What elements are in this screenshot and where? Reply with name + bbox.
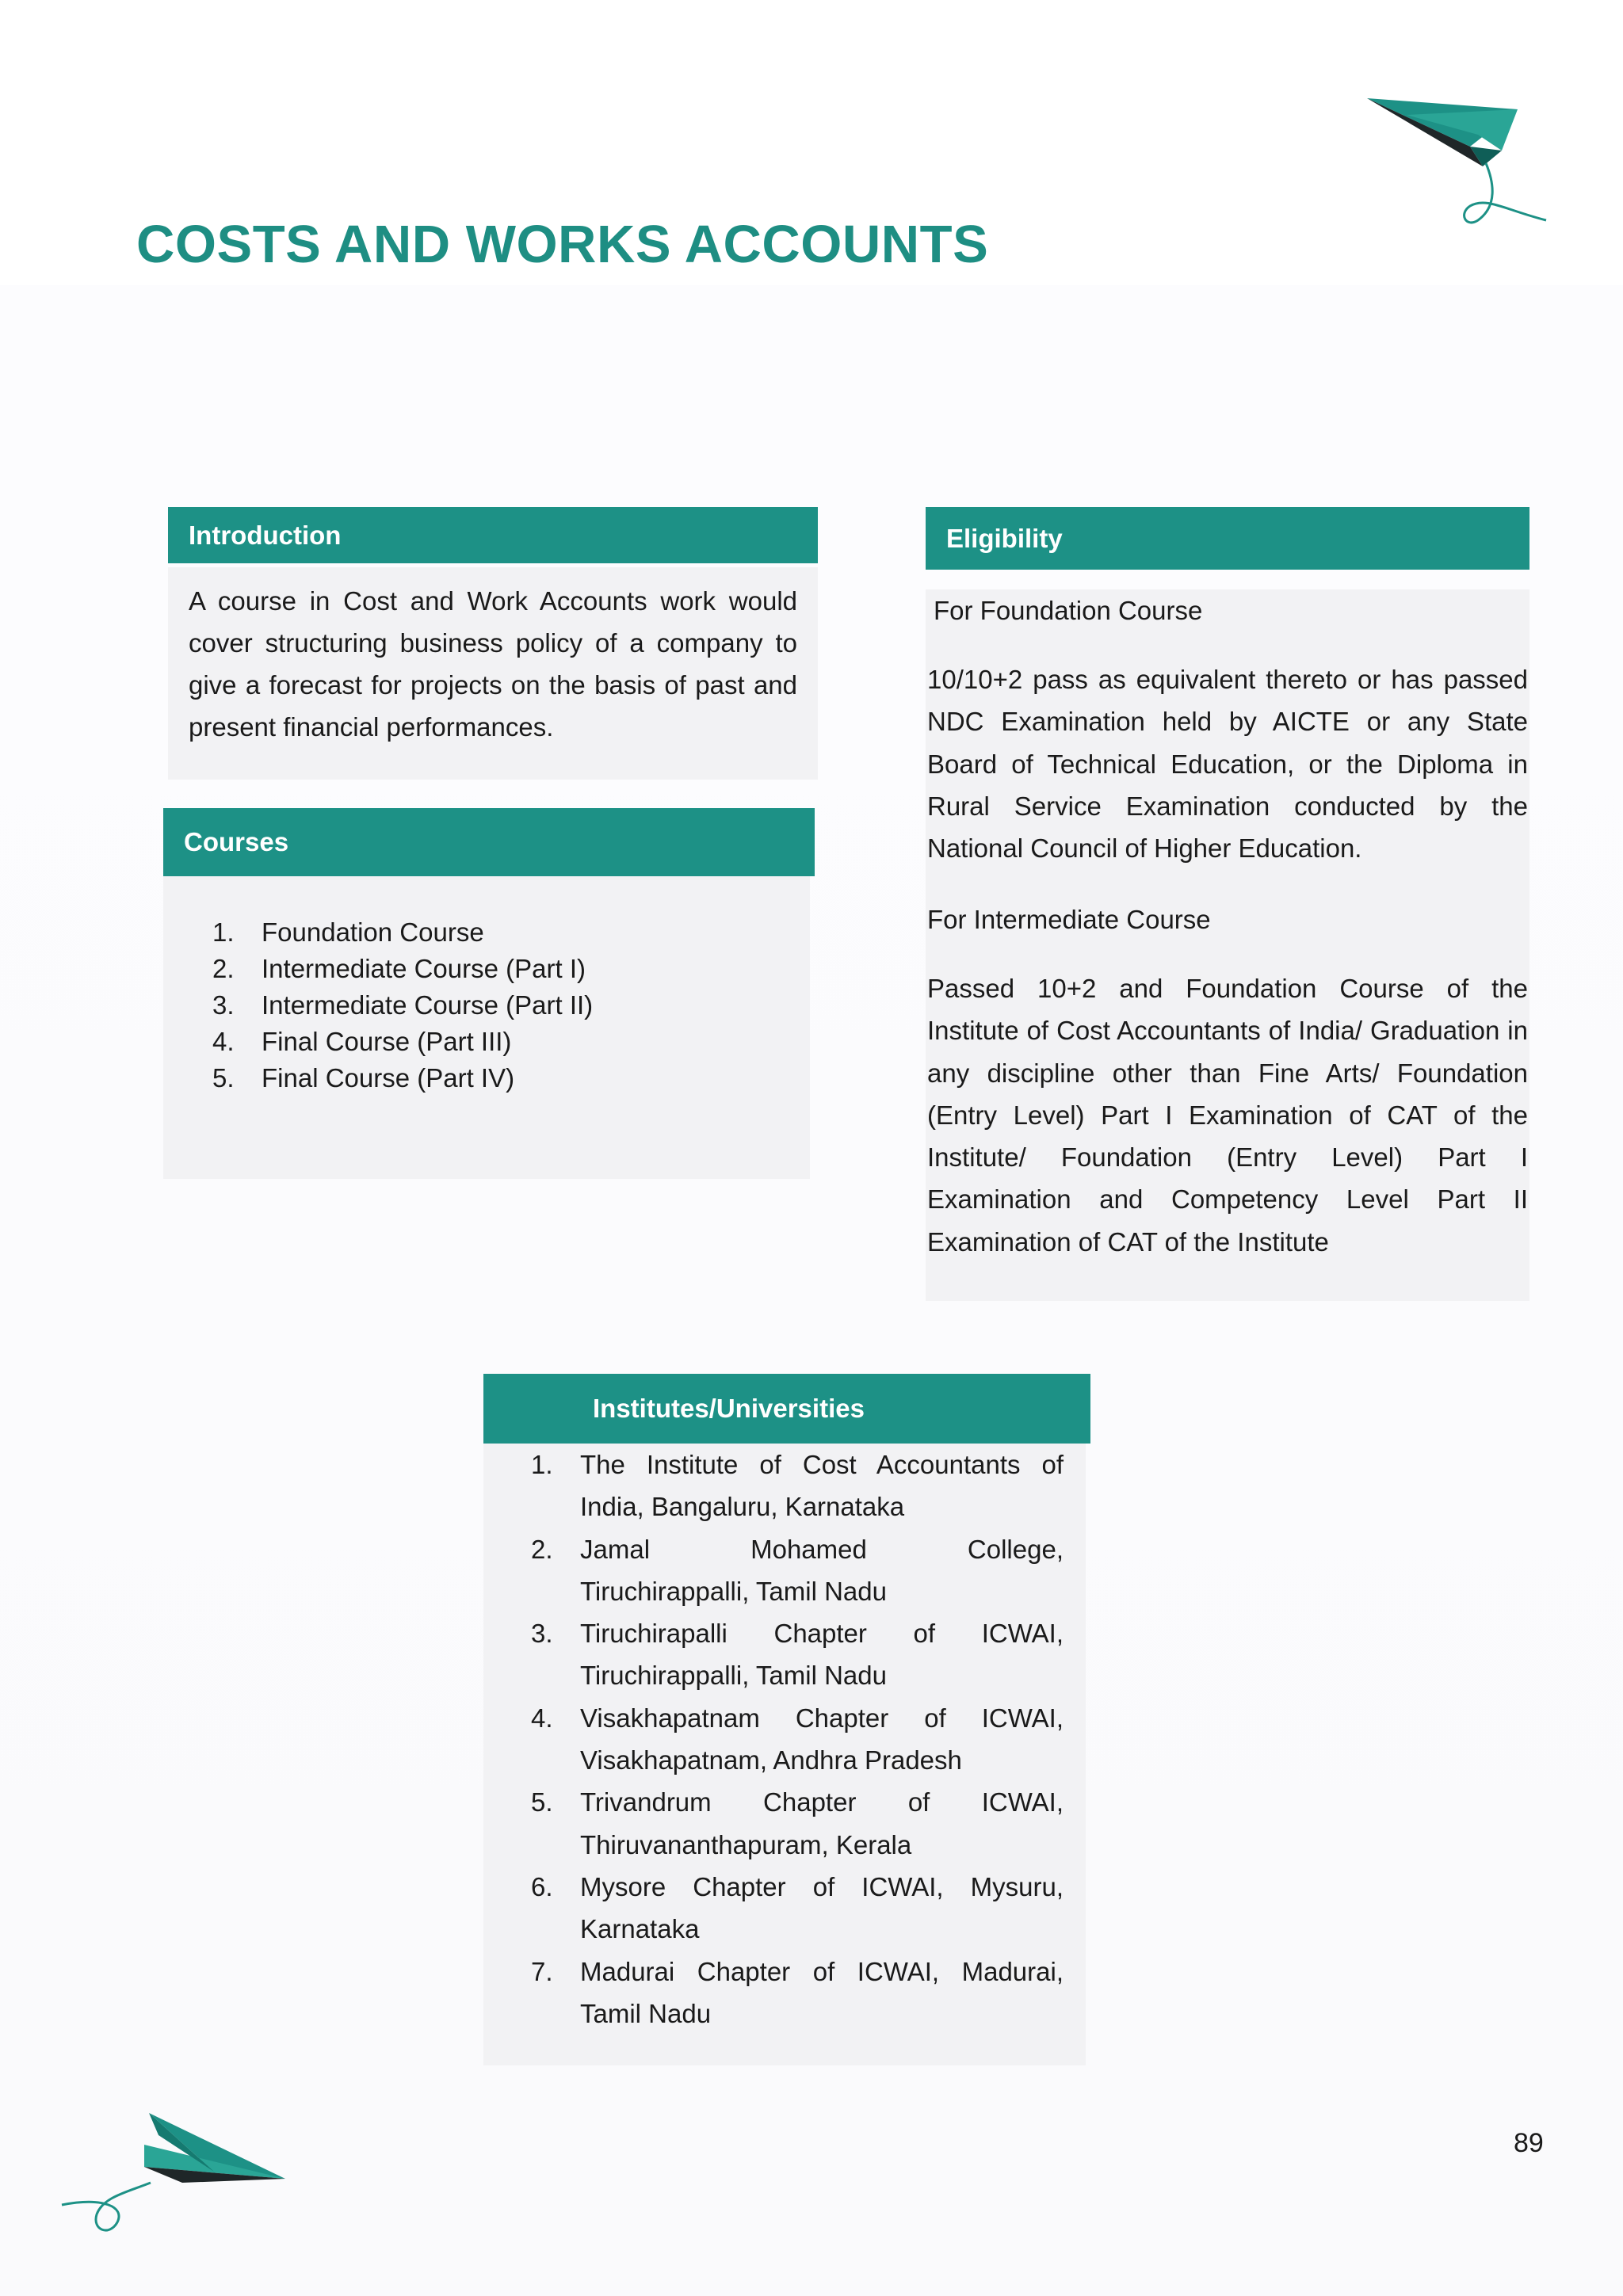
list-number: 7. — [531, 1956, 553, 1986]
course-label: Intermediate Course (Part I) — [262, 954, 586, 983]
institute-name: Madurai Chapter of ICWAI, Madurai, — [580, 1956, 1064, 1986]
introduction-text: A course in Cost and Work Accounts work would cover structuring business policy of a company to give a forecast for projects on the basis of past and present financial performances. — [189, 586, 797, 742]
institutes-heading: Institutes/Universities — [593, 1394, 865, 1423]
paper-plane-icon — [55, 2103, 293, 2246]
list-number: 2. — [531, 1534, 553, 1564]
list-number: 3. — [212, 990, 235, 1020]
list-item — [531, 1528, 1064, 1613]
list-item — [531, 1697, 1064, 1782]
foundation-label: For Foundation Course — [934, 596, 1203, 625]
list-number: 1. — [531, 1450, 553, 1479]
institute-name: Jamal Mohamed College, — [580, 1534, 1064, 1564]
institute-location: Visakhapatnam, Andhra Pradesh — [580, 1745, 962, 1775]
list-number: 3. — [531, 1619, 553, 1649]
list-item — [212, 987, 810, 1024]
institute-location: India, Bangaluru, Karnataka — [580, 1492, 905, 1522]
list-item — [212, 914, 810, 951]
list-item — [212, 1024, 810, 1060]
institute-location: Tamil Nadu — [580, 1998, 712, 2028]
list-number: 5. — [531, 1787, 553, 1817]
page-title: COSTS AND WORKS ACCOUNTS — [136, 215, 989, 274]
intermediate-label: For Intermediate Course — [927, 905, 1211, 934]
institute-name: Visakhapatnam Chapter of ICWAI, — [580, 1703, 1064, 1733]
introduction-header — [168, 507, 818, 563]
institute-name: Tiruchirapalli Chapter of ICWAI, — [580, 1619, 1064, 1649]
courses-panel — [163, 876, 810, 1179]
institute-name: The Institute of Cost Accountants of — [580, 1450, 1064, 1479]
page-number: 89 — [1514, 2128, 1544, 2158]
courses-header — [163, 808, 815, 876]
list-item — [212, 951, 810, 987]
institutes-list — [531, 1444, 1064, 2035]
list-number: 1. — [212, 917, 235, 947]
institute-location: Karnataka — [580, 1914, 700, 1944]
list-number: 4. — [212, 1027, 235, 1056]
list-item — [531, 1781, 1064, 1866]
list-number: 6. — [531, 1871, 553, 1901]
institute-name: Mysore Chapter of ICWAI, Mysuru, — [580, 1871, 1064, 1901]
foundation-requirement: 10/10+2 pass as equivalent thereto or has passed NDC Examination held by AICTE or any State Board of Technical Education, or the Diploma in Rural Service Examination conducted by the National Council of Higher Education. — [927, 665, 1528, 864]
institute-location: Tiruchirappalli, Tamil Nadu — [580, 1576, 887, 1606]
list-item — [531, 1612, 1064, 1697]
list-item — [531, 1951, 1064, 2035]
list-number: 2. — [212, 954, 235, 983]
course-label: Foundation Course — [262, 917, 484, 947]
institute-location: Tiruchirappalli, Tamil Nadu — [580, 1661, 887, 1691]
institute-location: Thiruvananthapuram, Kerala — [580, 1829, 912, 1859]
institutes-header — [483, 1374, 1090, 1444]
list-item — [531, 1866, 1064, 1951]
list-number: 5. — [212, 1063, 235, 1093]
course-label: Final Course (Part III) — [262, 1027, 512, 1056]
list-number: 4. — [531, 1703, 553, 1733]
courses-heading: Courses — [184, 827, 289, 856]
list-item — [531, 1444, 1064, 1528]
introduction-heading: Introduction — [189, 520, 342, 550]
intermediate-requirement: Passed 10+2 and Foundation Course of the Institute of Cost Accountants of India/ Graduation in any discipline other than Fine Arts/ Foundation (Entry Level) Part I Examination of CAT of the Institute/ Foundation (Entry Level) Part I Examination and Competency Level Part II Examination of CAT of the Institute — [927, 974, 1528, 1257]
list-item — [212, 1060, 810, 1097]
eligibility-panel — [926, 589, 1529, 1301]
institutes-panel — [483, 1444, 1086, 2065]
introduction-panel — [168, 567, 818, 780]
course-label: Final Course (Part IV) — [262, 1063, 515, 1093]
institute-name: Trivandrum Chapter of ICWAI, — [580, 1787, 1064, 1817]
eligibility-heading: Eligibility — [946, 523, 1063, 553]
paper-plane-icon — [1359, 87, 1549, 234]
eligibility-header — [926, 507, 1529, 570]
course-label: Intermediate Course (Part II) — [262, 990, 594, 1020]
courses-list — [212, 914, 810, 1097]
